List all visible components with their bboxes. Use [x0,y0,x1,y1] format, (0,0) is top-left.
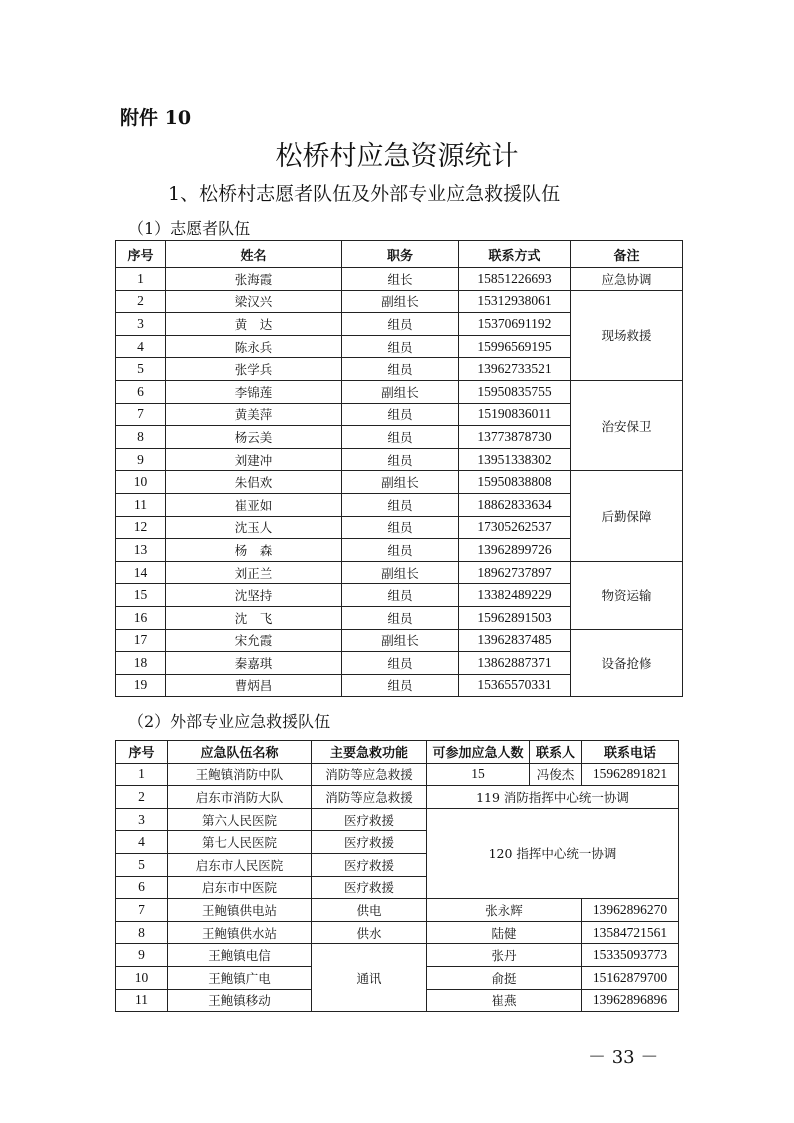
table-row [116,290,683,313]
member-phone: 13951338302 [459,448,571,471]
team-phone: 15962891821 [582,763,679,786]
section2-heading: （2）外部专业应急救援队伍 [128,712,331,731]
page-number: － 33 － [588,1047,659,1068]
member-name: 曹炳昌 [166,674,342,697]
row-number: 1 [116,268,166,291]
row-number: 2 [116,290,166,313]
row-number: 18 [116,652,166,675]
team-phone: 13962896896 [582,989,679,1012]
column-header: 联系人 [530,741,582,764]
member-name: 刘正兰 [166,561,342,584]
table-header-row [116,741,679,764]
member-name: 黄美萍 [166,403,342,426]
member-phone: 13862887371 [459,652,571,675]
member-role: 组员 [342,448,459,471]
member-name: 杨 森 [166,539,342,562]
member-name: 张学兵 [166,358,342,381]
table-row [116,629,683,652]
team-name: 王鲍镇消防中队 [168,763,312,786]
team-name: 第七人民医院 [168,831,312,854]
row-number: 14 [116,561,166,584]
member-role: 副组长 [342,290,459,313]
row-number: 6 [116,380,166,403]
column-header: 备注 [571,241,683,268]
coordination-note: 120 指挥中心统一协调 [427,808,679,898]
member-phone: 15950835755 [459,380,571,403]
column-header: 主要急救功能 [312,741,427,764]
member-name: 秦嘉琪 [166,652,342,675]
member-phone: 15962891503 [459,606,571,629]
team-name: 第六人民医院 [168,808,312,831]
team-contact: 陆健 [427,921,582,944]
member-role: 副组长 [342,471,459,494]
member-role: 副组长 [342,380,459,403]
team-function: 消防等应急救援 [312,763,427,786]
member-name: 陈永兵 [166,335,342,358]
team-function: 医疗救援 [312,831,427,854]
member-role: 组员 [342,539,459,562]
row-number: 9 [116,944,168,967]
remark-cell: 治安保卫 [571,380,683,470]
team-function: 医疗救援 [312,853,427,876]
team-function: 通讯 [312,944,427,1012]
member-phone: 15851226693 [459,268,571,291]
page-subtitle: 1、松桥村志愿者队伍及外部专业应急救援队伍 [168,183,561,205]
row-number: 9 [116,448,166,471]
team-function: 医疗救援 [312,876,427,899]
team-function: 供电 [312,899,427,922]
column-header: 联系方式 [459,241,571,268]
team-function: 医疗救援 [312,808,427,831]
member-phone: 13962899726 [459,539,571,562]
table-row [116,763,679,786]
team-name: 王鲍镇供水站 [168,921,312,944]
remark-cell: 设备抢修 [571,629,683,697]
team-name: 王鲍镇电信 [168,944,312,967]
column-header: 应急队伍名称 [168,741,312,764]
row-number: 11 [116,989,168,1012]
table-row [116,944,679,967]
member-phone: 15365570331 [459,674,571,697]
member-name: 宋允霞 [166,629,342,652]
member-role: 组员 [342,335,459,358]
row-number: 10 [116,966,168,989]
row-number: 5 [116,358,166,381]
member-role: 组员 [342,652,459,675]
external-teams-table [115,740,679,1012]
row-number: 8 [116,921,168,944]
table-row [116,921,679,944]
team-name: 启东市中医院 [168,876,312,899]
member-name: 黄 达 [166,313,342,336]
member-role: 组员 [342,584,459,607]
member-phone: 18862833634 [459,493,571,516]
row-number: 2 [116,786,168,809]
team-name: 王鲍镇移动 [168,989,312,1012]
member-name: 崔亚如 [166,493,342,516]
table-header-row [116,241,683,268]
remark-cell: 物资运输 [571,561,683,629]
row-number: 1 [116,763,168,786]
section1-heading: （1）志愿者队伍 [128,219,251,238]
member-phone: 18962737897 [459,561,571,584]
column-header: 序号 [116,741,168,764]
row-number: 5 [116,853,168,876]
member-name: 沈 飞 [166,606,342,629]
row-number: 3 [116,313,166,336]
table-row [116,786,679,809]
member-phone: 15950838808 [459,471,571,494]
attachment-label: 附件 10 [120,107,192,129]
member-phone: 15370691192 [459,313,571,336]
member-phone: 13382489229 [459,584,571,607]
table-row [116,808,679,831]
team-contact: 俞挺 [427,966,582,989]
coordination-note: 119 消防指挥中心统一协调 [427,786,679,809]
column-header: 序号 [116,241,166,268]
row-number: 17 [116,629,166,652]
row-number: 7 [116,899,168,922]
member-phone: 15312938061 [459,290,571,313]
row-number: 19 [116,674,166,697]
row-number: 6 [116,876,168,899]
member-name: 刘建冲 [166,448,342,471]
member-role: 组员 [342,426,459,449]
team-name: 王鲍镇广电 [168,966,312,989]
remark-cell: 现场救援 [571,290,683,380]
team-contact: 张丹 [427,944,582,967]
row-number: 7 [116,403,166,426]
team-phone: 13962896270 [582,899,679,922]
column-header: 姓名 [166,241,342,268]
team-contact: 冯俊杰 [530,763,582,786]
member-role: 组员 [342,493,459,516]
row-number: 16 [116,606,166,629]
table-row [116,268,683,291]
column-header: 职务 [342,241,459,268]
member-role: 副组长 [342,629,459,652]
member-phone: 13773878730 [459,426,571,449]
column-header: 联系电话 [582,741,679,764]
member-role: 组员 [342,313,459,336]
team-phone: 15335093773 [582,944,679,967]
member-name: 沈坚持 [166,584,342,607]
team-function: 供水 [312,921,427,944]
row-number: 8 [116,426,166,449]
member-name: 张海霞 [166,268,342,291]
row-number: 4 [116,831,168,854]
member-phone: 17305262537 [459,516,571,539]
table-row [116,561,683,584]
page-title: 松桥村应急资源统计 [275,141,519,172]
team-function: 消防等应急救援 [312,786,427,809]
table-row [116,380,683,403]
row-number: 13 [116,539,166,562]
row-number: 12 [116,516,166,539]
team-contact: 崔燕 [427,989,582,1012]
member-role: 组员 [342,606,459,629]
member-role: 组员 [342,674,459,697]
column-header: 可参加应急人数 [427,741,530,764]
row-number: 3 [116,808,168,831]
row-number: 4 [116,335,166,358]
team-contact: 张永辉 [427,899,582,922]
remark-cell: 应急协调 [571,268,683,291]
team-count: 15 [427,763,530,786]
team-name: 启东市消防大队 [168,786,312,809]
member-name: 沈玉人 [166,516,342,539]
member-phone: 15190836011 [459,403,571,426]
team-name: 启东市人民医院 [168,853,312,876]
member-name: 朱侣欢 [166,471,342,494]
table-row [116,899,679,922]
member-role: 组员 [342,358,459,381]
member-role: 组员 [342,403,459,426]
member-role: 组长 [342,268,459,291]
volunteer-table [115,240,683,697]
team-phone: 15162879700 [582,966,679,989]
row-number: 15 [116,584,166,607]
table-row [116,471,683,494]
member-role: 副组长 [342,561,459,584]
member-phone: 13962733521 [459,358,571,381]
member-name: 梁汉兴 [166,290,342,313]
team-phone: 13584721561 [582,921,679,944]
remark-cell: 后勤保障 [571,471,683,561]
member-phone: 13962837485 [459,629,571,652]
member-role: 组员 [342,516,459,539]
row-number: 11 [116,493,166,516]
row-number: 10 [116,471,166,494]
team-name: 王鲍镇供电站 [168,899,312,922]
member-name: 李锦莲 [166,380,342,403]
member-phone: 15996569195 [459,335,571,358]
member-name: 杨云美 [166,426,342,449]
